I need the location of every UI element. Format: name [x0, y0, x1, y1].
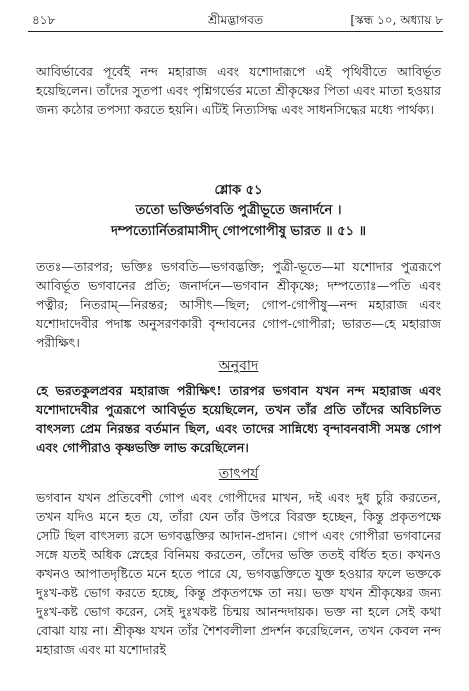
- translation-text: হে ভরতকুলপ্রবর মহারাজ পরীক্ষিৎ! তারপর ভগবান যখন নন্দ মহারাজ এবং যশোদাদেবীর পুত্ররূপে আবির্ভূত হয়েছিলেন, তখন তাঁর প্রতি তাঁদের অবিচলিত বাৎসল্য প্রেম নিরন্তর বর্তমান ছিল, এবং তাদের সান্নিধ্যে বৃন্দাবনবাসী সমস্ত গোপ এবং গোপীরাও কৃষ্ণভক্তি লাভ করেছিলেন।: [36, 383, 441, 455]
- book-title: শ্রীমদ্ভাগবত: [207, 13, 263, 27]
- intro-paragraph: আবির্ভাবের পূর্বেই নন্দ মহারাজ এবং যশোদারূপে এই পৃথিবীতে আবির্ভূত হয়েছিলেন। তাঁদের সুতপা এবং পৃশ্নিগর্ভের মতো শ্রীকৃষ্ণের পিতা এবং মাতা হওয়ার জন্য কঠোর তপস্যা করতে হয়নি। এটিই নিত্যসিদ্ধ এবং সাধনসিদ্ধের মধ্যে পার্থক্য।: [36, 64, 441, 117]
- chapter-reference: [স্কন্ধ ১০, অধ্যায় ৮: [350, 13, 443, 27]
- synonyms-paragraph: ততঃ—তারপর; ভক্তিঃ ভগবতি—ভগবদ্ভক্তি; পুত্রী-ভূতে—মা যশোদার পুত্ররূপে আবির্ভূত ভগবানের প্রতি; জনার্দনে—ভগবান শ্রীকৃষ্ণে; দম্পত্যোঃ—পতি এবং পত্নীর; নিতরাম্—নিরন্তর; আসীৎ—ছিল; গোপ-গোপীষু—নন্দ মহারাজ এবং যশোদাদেবীর পদাঙ্ক অনুসরণকারী বৃন্দাবনের গোপ-গোপীরা; ভারত—হে মহারাজ পরীক্ষিৎ।: [36, 259, 441, 350]
- verse-line-1: ততো ভক্তির্ভগবতি পুত্রীভূতে জনার্দনে ।: [135, 203, 342, 218]
- verse-line-2: দম্পত্যোর্নিতরামাসীদ্ গোপগোপীষু ভারত ॥ ৫১ ॥: [111, 224, 366, 239]
- purport-text: ভগবান যখন প্রতিবেশী গোপ এবং গোপীদের মাখন, দই এবং দুধ চুরি করতেন, তখন যদিও মনে হত যে, তাঁরা যেন তাঁর উপরে বিরক্ত হচ্ছেন, কিন্তু প্রকৃতপক্ষে সেটি ছিল বাৎসল্য রসে ভগবদ্ভক্তির আদান-প্রদান। গোপ এবং গোপীরা ভগবানের সঙ্গে যতই অধিক স্নেহের বিনিময় করতেন, তাঁদের ভক্তি ততই বর্ধিত হত। কখনও কখনও আপাতদৃষ্টিতে মনে হতে পারে যে, ভগবদ্ভক্তিতে যুক্ত হওয়ার ফলে ভক্তকে দুঃখ-কষ্ট ভোগ করতে হচ্ছে, কিন্তু প্রকৃতপক্ষে তা নয়। ভক্ত যখন শ্রীকৃষ্ণের জন্য দুঃখ-কষ্ট ভোগ করেন, সেই দুঃখকষ্ট চিন্ময় আনন্দদায়ক। ভক্ত না হলে সেই কথা বোঝা যায় না। শ্রীকৃষ্ণ যখন তাঁর শৈশবলীলা প্রদর্শন করেছিলেন, তখন কেবল নন্দ মহারাজ এবং মা যশোদারই: [36, 490, 441, 657]
- page-number: ৪১৮: [32, 13, 56, 27]
- running-header: [28, 12, 443, 30]
- purport-heading: তাৎপর্য: [218, 466, 259, 482]
- verse-label: শ্লোক ৫১: [214, 183, 263, 198]
- translation-heading: অনুবাদ: [218, 358, 259, 374]
- header-rule: [28, 31, 443, 32]
